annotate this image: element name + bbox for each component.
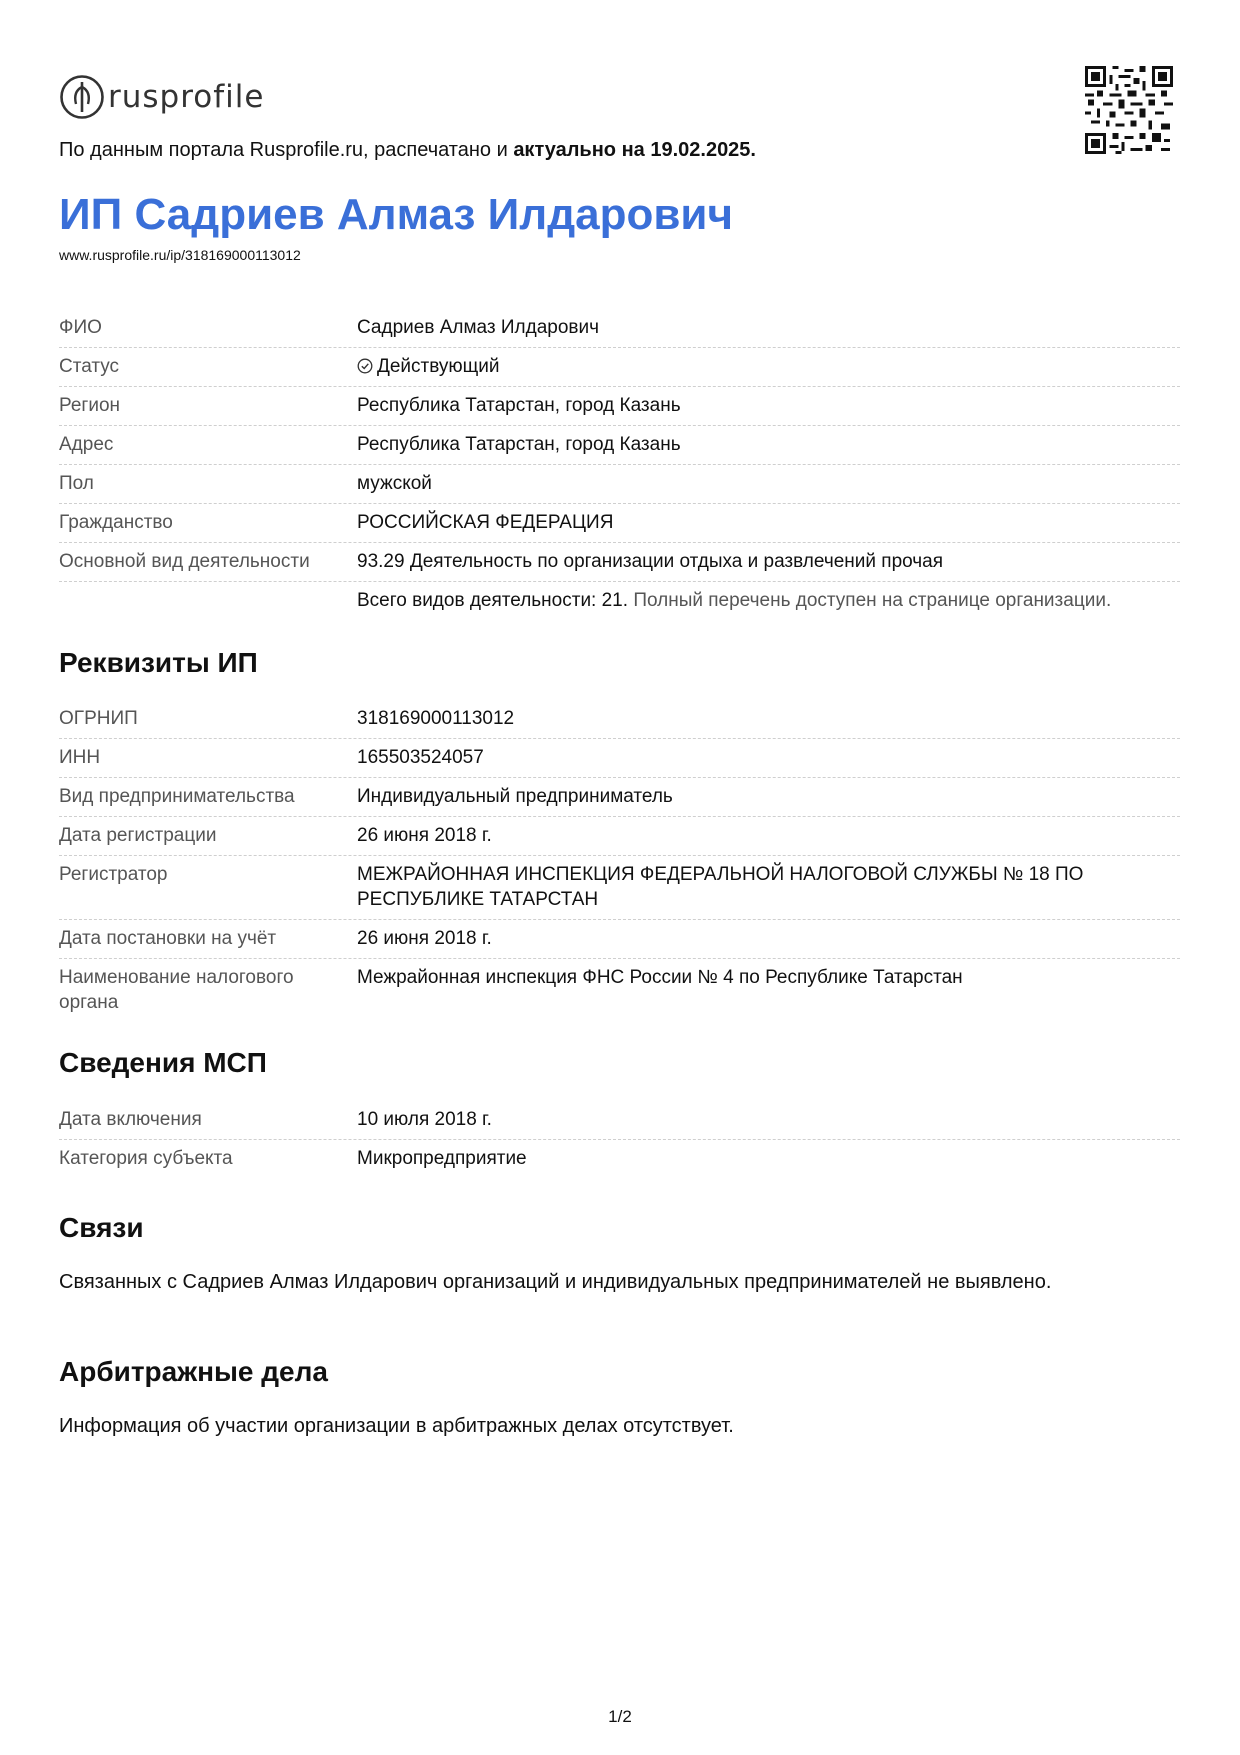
- row-label: Регистратор: [59, 864, 168, 885]
- rusprofile-logo: [59, 72, 264, 122]
- logo-text: rusprofile: [108, 79, 265, 115]
- row-value: Республика Татарстан, город Казань: [357, 434, 681, 455]
- row-value: 26 июня 2018 г.: [357, 825, 492, 846]
- arbitration-text: Информация об участии организации в арбитражных делах отсутствует.: [59, 1415, 734, 1437]
- table-row: [59, 778, 1180, 817]
- links-text: Связанных с Садриев Алмаз Илдарович организаций и индивидуальных предпринимателей не выявлено.: [59, 1271, 1052, 1293]
- row-value: РОССИЙСКАЯ ФЕДЕРАЦИЯ: [357, 512, 614, 533]
- row-value: 10 июля 2018 г.: [357, 1109, 492, 1130]
- section-title-arbitration: Арбитражные дела: [59, 1356, 328, 1387]
- row-label: Статус: [59, 356, 120, 377]
- row-label: Основной вид деятельности: [59, 551, 310, 572]
- rusprofile-logo-icon: [59, 74, 105, 120]
- info-row-status: [59, 348, 1180, 387]
- msp-table: [59, 1101, 1180, 1178]
- activities-total: Всего видов деятельности: 21.: [357, 590, 629, 611]
- main-info-table: [59, 309, 1180, 620]
- actual-date: актуально на 19.02.2025.: [513, 139, 756, 161]
- qr-code-icon: [1085, 66, 1173, 154]
- table-row: [59, 856, 1180, 920]
- table-row: [59, 959, 1180, 1022]
- row-value: мужской: [357, 473, 432, 494]
- table-row: [59, 920, 1180, 959]
- row-value: Республика Татарстан, город Казань: [357, 395, 681, 416]
- row-label: ИНН: [59, 747, 101, 768]
- table-row: [59, 817, 1180, 856]
- info-row-fio: [59, 309, 1180, 348]
- row-value: 165503524057: [357, 747, 484, 768]
- info-row-gender: [59, 465, 1180, 504]
- row-value: Индивидуальный предприниматель: [357, 786, 673, 807]
- status-value: Действующий: [377, 356, 500, 377]
- row-label: ОГРНИП: [59, 708, 138, 729]
- row-label-empty: [59, 588, 357, 613]
- row-label: ФИО: [59, 317, 102, 338]
- table-row: [59, 700, 1180, 739]
- row-label: Наименование налогового органа: [59, 967, 294, 1013]
- row-label: Дата регистрации: [59, 825, 217, 846]
- row-label: Адрес: [59, 434, 114, 455]
- row-label: Пол: [59, 473, 94, 494]
- info-row-citizenship: [59, 504, 1180, 543]
- check-circle-icon: [357, 358, 373, 374]
- requisites-table: [59, 700, 1180, 1022]
- row-value-status: [357, 354, 1180, 379]
- page-title: ИП Садриев Алмаз Илдарович: [59, 190, 734, 239]
- profile-url[interactable]: www.rusprofile.ru/ip/318169000113012: [59, 247, 301, 263]
- info-row-main-activity: [59, 543, 1180, 582]
- section-title-requisites: Реквизиты ИП: [59, 647, 258, 678]
- row-value: Межрайонная инспекция ФНС России № 4 по Республике Татарстан: [357, 967, 963, 988]
- row-label: Гражданство: [59, 512, 173, 533]
- row-value: Микропредприятие: [357, 1148, 527, 1169]
- activities-full-list-link[interactable]: Полный перечень доступен на странице организации.: [633, 590, 1112, 611]
- printed-note: [59, 139, 756, 162]
- row-value: МЕЖРАЙОННАЯ ИНСПЕКЦИЯ ФЕДЕРАЛЬНОЙ НАЛОГОВОЙ СЛУЖБЫ № 18 ПО РЕСПУБЛИКЕ ТАТАРСТАН: [357, 864, 1084, 910]
- page-number: 1/2: [608, 1707, 632, 1726]
- row-value: 318169000113012: [357, 708, 515, 729]
- row-label: Регион: [59, 395, 121, 416]
- printed-prefix: По данным портала Rusprofile.ru, распечатано и: [59, 139, 508, 161]
- table-row: [59, 1101, 1180, 1140]
- info-row-activities-note: [59, 582, 1180, 620]
- row-label: Категория субъекта: [59, 1148, 233, 1169]
- row-value: 26 июня 2018 г.: [357, 928, 492, 949]
- row-label: Дата постановки на учёт: [59, 928, 277, 949]
- info-row-address: [59, 426, 1180, 465]
- section-title-links: Связи: [59, 1212, 144, 1243]
- row-value: 93.29 Деятельность по организации отдыха и развлечений прочая: [357, 551, 944, 572]
- info-row-region: [59, 387, 1180, 426]
- table-row: [59, 739, 1180, 778]
- row-label: Вид предпринимательства: [59, 786, 295, 807]
- row-value: Садриев Алмаз Илдарович: [357, 317, 600, 338]
- activities-note: [357, 588, 1180, 613]
- table-row: [59, 1140, 1180, 1178]
- section-title-msp: Сведения МСП: [59, 1047, 267, 1078]
- row-label: Дата включения: [59, 1109, 202, 1130]
